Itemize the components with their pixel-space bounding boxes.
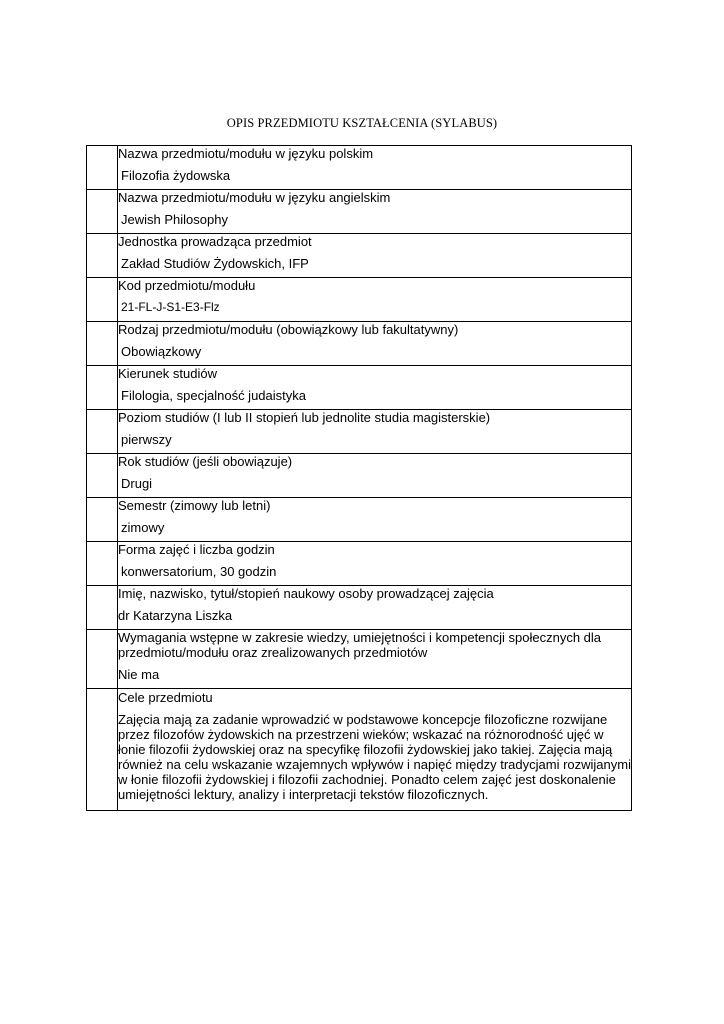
row-content-cell <box>118 454 632 498</box>
field-label: Imię, nazwisko, tytuł/stopień naukowy osoby prowadzącej zajęcia <box>118 586 494 601</box>
field-label: Wymagania wstępne w zakresie wiedzy, umiejętności i kompetencji społecznych dla przedmiotu/modułu oraz zrealizowanych przedmiotów <box>118 630 602 660</box>
row-number-cell <box>87 366 118 410</box>
field-label: Kod przedmiotu/modułu <box>118 278 256 293</box>
field-label: Semestr (zimowy lub letni) <box>118 498 271 513</box>
row-content-cell <box>118 630 632 689</box>
row-content-cell <box>118 542 632 586</box>
field-value: Drugi <box>121 476 153 491</box>
row-number-cell <box>87 190 118 234</box>
row-content-cell <box>118 146 632 190</box>
field-value: Filologia, specjalność judaistyka <box>121 388 306 403</box>
field-value: zimowy <box>121 520 165 535</box>
table-row <box>87 322 632 366</box>
field-value: Filozofia żydowska <box>121 168 231 183</box>
row-content-cell <box>118 366 632 410</box>
table-row <box>87 454 632 498</box>
field-label: Cele przedmiotu <box>118 690 213 705</box>
row-content-cell <box>118 410 632 454</box>
field-value: Zakład Studiów Żydowskich, IFP <box>121 256 309 271</box>
table-row <box>87 190 632 234</box>
row-content-cell <box>118 322 632 366</box>
row-content-cell <box>118 278 632 322</box>
table-row <box>87 234 632 278</box>
field-value: dr Katarzyna Liszka <box>118 608 233 623</box>
row-content-cell <box>118 234 632 278</box>
table-row <box>87 366 632 410</box>
row-number-cell <box>87 689 118 811</box>
table-row <box>87 498 632 542</box>
field-label: Kierunek studiów <box>118 366 217 381</box>
field-label: Jednostka prowadząca przedmiot <box>118 234 312 249</box>
field-label: Rok studiów (jeśli obowiązuje) <box>118 454 293 469</box>
field-label: Poziom studiów (I lub II stopień lub jednolite studia magisterskie) <box>118 410 491 425</box>
table-row <box>87 689 632 811</box>
field-label: Rodzaj przedmiotu/modułu (obowiązkowy lub fakultatywny) <box>118 322 459 337</box>
table-row <box>87 278 632 322</box>
syllabus-table <box>86 145 632 811</box>
field-label: Nazwa przedmiotu/modułu w języku polskim <box>118 146 374 161</box>
field-value: pierwszy <box>121 432 172 447</box>
field-label: Forma zajęć i liczba godzin <box>118 542 275 557</box>
field-value: 21-FL-J-S1-E3-Flz <box>121 300 220 314</box>
table-row <box>87 542 632 586</box>
table-row <box>87 586 632 630</box>
field-value: Zajęcia mają za zadanie wprowadzić w podstawowe koncepcje filozoficzne rozwijane przez filozofów żydowskich na przestrzeni wieków; wskazać na różnorodność ujęć w łonie filozofii żydowskiej oraz na specyfikę filozofii żydowskiej jako takiej. Zajęcia mają również na celu wskazanie wzajemnych wpływów i napięć między tradycjami rozwijanymi w łonie filozofii żydowskiej i filozofii zachodniej. Ponadto celem zajęć jest doskonalenie umiejętności lektury, analizy i interpretacji tekstów filozoficznych. <box>118 712 631 802</box>
row-content-cell <box>118 498 632 542</box>
table-row <box>87 630 632 689</box>
row-number-cell <box>87 410 118 454</box>
row-number-cell <box>87 454 118 498</box>
table-row <box>87 146 632 190</box>
field-value: Nie ma <box>118 667 160 682</box>
field-label: Nazwa przedmiotu/modułu w języku angielskim <box>118 190 391 205</box>
row-number-cell <box>87 278 118 322</box>
table-row <box>87 410 632 454</box>
field-value: Jewish Philosophy <box>121 212 228 227</box>
row-number-cell <box>87 498 118 542</box>
row-number-cell <box>87 586 118 630</box>
row-content-cell <box>118 190 632 234</box>
row-number-cell <box>87 146 118 190</box>
field-value: konwersatorium, 30 godzin <box>121 564 277 579</box>
field-value: Obowiązkowy <box>121 344 202 359</box>
row-number-cell <box>87 234 118 278</box>
row-number-cell <box>87 630 118 689</box>
page-title: OPIS PRZEDMIOTU KSZTAŁCENIA (SYLABUS) <box>226 116 498 130</box>
row-content-cell <box>118 689 632 811</box>
row-number-cell <box>87 322 118 366</box>
row-content-cell <box>118 586 632 630</box>
row-number-cell <box>87 542 118 586</box>
